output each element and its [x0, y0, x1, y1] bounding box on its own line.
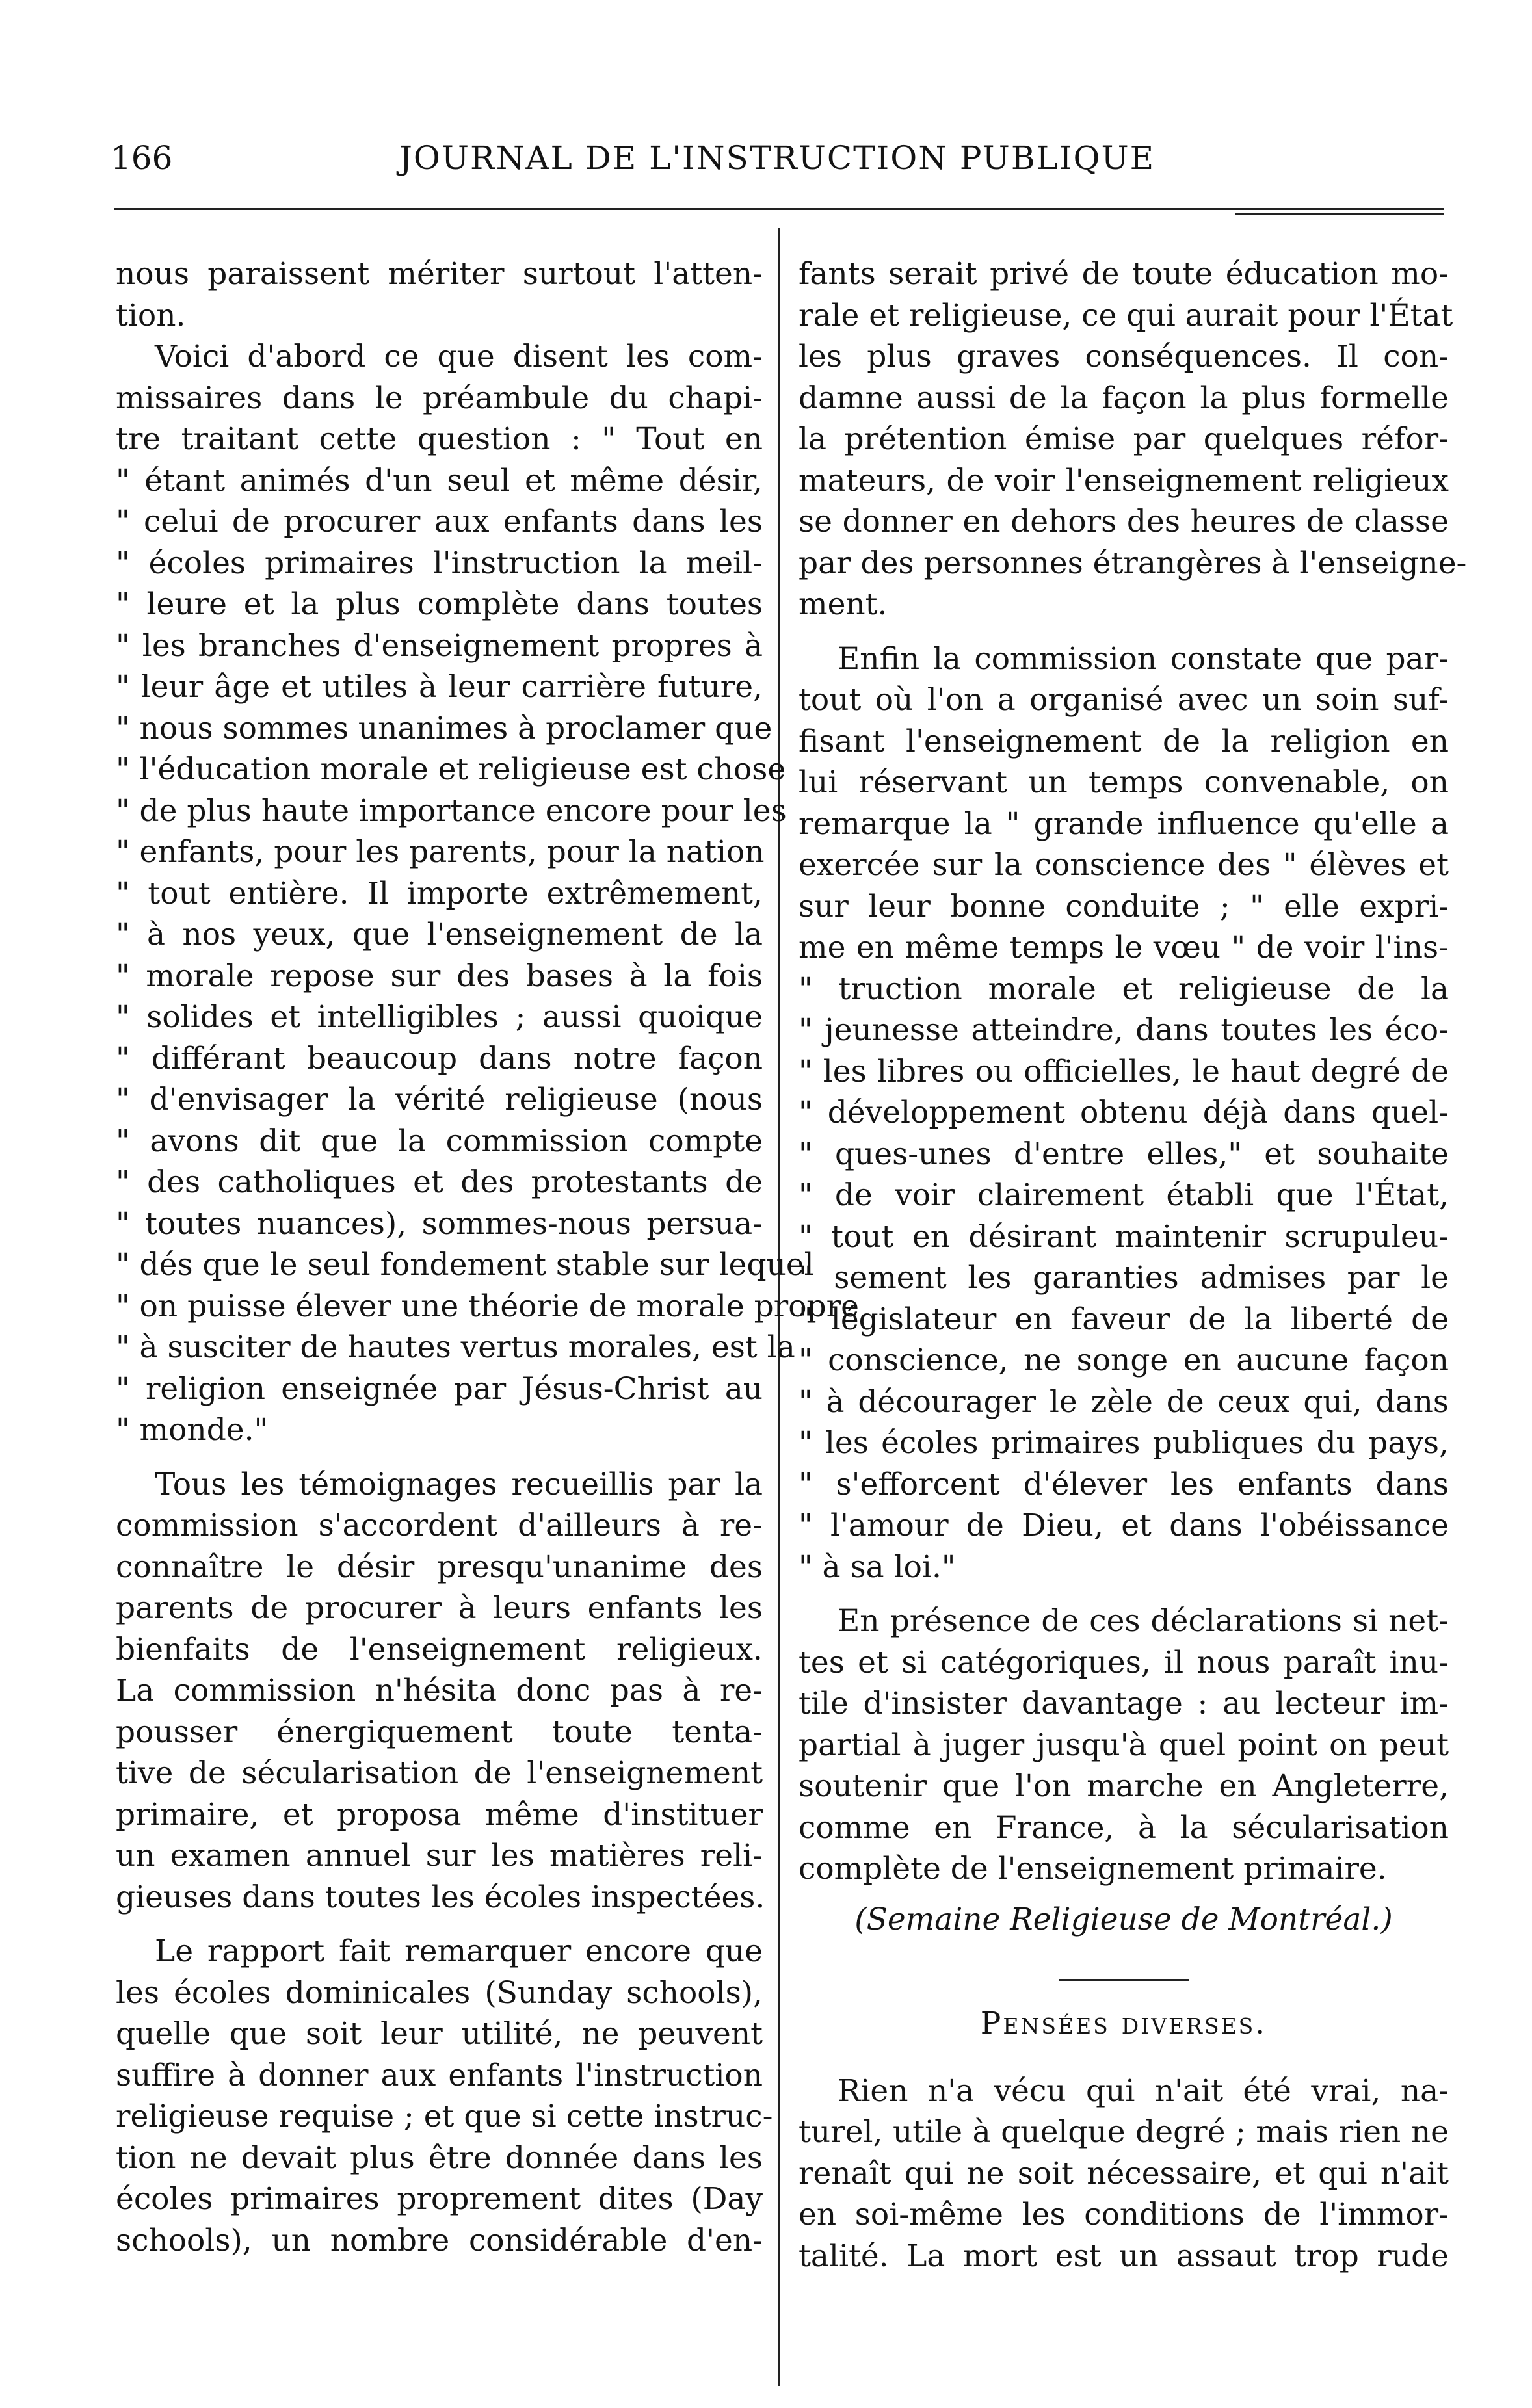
text-line: complète de l'enseignement primaire. [799, 1851, 1387, 1887]
header-rule-flourish [1235, 213, 1444, 215]
text-line: " à décourager le zèle de ceux qui, dans [799, 1383, 1449, 1420]
text-line: " nous sommes unanimes à proclamer que [116, 710, 773, 746]
right-column-text [799, 254, 1467, 1890]
text-line: talité. La mort est un assaut trop rude [799, 2238, 1449, 2274]
text-line: " différant beaucoup dans notre façon [116, 1040, 763, 1077]
text-line: par des personnes étrangères à l'enseigne- [799, 545, 1467, 581]
text-line: fisant l'enseignement de la religion en [799, 723, 1449, 759]
text-line: mateurs, de voir l'enseignement religieux [799, 462, 1449, 499]
text-line: turel, utile à quelque degré ; mais rien ne [799, 2114, 1449, 2150]
text-line: Enfin la commission constate que par- [838, 640, 1449, 677]
text-line: " tout entière. Il importe extrêmement, [116, 875, 763, 911]
text-line: soutenir que l'on marche en Angleterre, [799, 1768, 1449, 1804]
text-line: " truction morale et religieuse de la [799, 971, 1449, 1007]
text-line: " celui de procurer aux enfants dans les [116, 504, 763, 540]
text-line: la prétention émise par quelques réfor- [799, 421, 1449, 457]
text-line: " leur âge et utiles à leur carrière future, [116, 669, 763, 705]
text-line: " les branches d'enseignement propres à [116, 627, 763, 664]
text-line: " conscience, ne songe en aucune façon [799, 1342, 1449, 1378]
text-line: " l'éducation morale et religieuse est chose [116, 752, 786, 787]
paragraph-gap [799, 625, 1449, 638]
text-line: " les libres ou officielles, le haut degré de [799, 1053, 1449, 1090]
paragraph-gap [116, 1918, 763, 1931]
text-line: se donner en dehors des heures de classe [799, 504, 1449, 540]
text-line: " ques-unes d'entre elles," et souhaite [799, 1136, 1449, 1172]
text-line: tive de sécularisation de l'enseignement [116, 1755, 763, 1791]
text-line: connaître le désir presqu'unanime des [116, 1549, 763, 1585]
text-line: primaire, et proposa même d'instituer [116, 1796, 763, 1833]
text-line: écoles primaires proprement dites (Day [116, 2181, 763, 2217]
text-line: comme en France, à la sécularisation [799, 1809, 1449, 1846]
text-line: quelle que soit leur utilité, ne peuvent [116, 2016, 763, 2052]
text-line: tre traitant cette question : " Tout en [116, 421, 763, 457]
left-column [116, 254, 859, 2261]
text-line: parents de procurer à leurs enfants les [116, 1590, 763, 1626]
text-line: me en même temps le vœu " de voir l'ins- [799, 930, 1449, 965]
text-line: religieuse requise ; et que si cette instruc- [116, 2099, 773, 2134]
text-line: sur leur bonne conduite ; " elle expri- [799, 888, 1449, 924]
journal-title: JOURNAL DE L'INSTRUCTION PUBLIQUE [399, 139, 1156, 177]
header-rule [114, 208, 1444, 210]
text-line: tout où l'on a organisé avec un soin suf- [799, 682, 1449, 718]
text-line: " enfants, pour les parents, pour la nation [116, 834, 765, 870]
text-line: Le rapport fait remarquer encore que [155, 1933, 763, 1969]
text-line: schools), un nombre considérable d'en- [116, 2222, 763, 2258]
text-line: " jeunesse atteindre, dans toutes les éco- [799, 1012, 1449, 1048]
text-line: fants serait privé de toute éducation mo- [799, 256, 1449, 292]
text-line: tion. [116, 297, 186, 334]
text-line: tile d'insister davantage : au lecteur im- [799, 1686, 1449, 1721]
text-line: gieuses dans toutes les écoles inspectées. [116, 1879, 765, 1915]
text-line: bienfaits de l'enseignement religieux. [116, 1631, 763, 1668]
text-line: " on puisse élever une théorie de morale propre [116, 1288, 859, 1324]
text-line: " monde." [116, 1412, 269, 1448]
text-line: rale et religieuse, ce qui aurait pour l'État [799, 297, 1453, 334]
text-line: " morale repose sur des bases à la fois [116, 958, 763, 994]
text-line: missaires dans le préambule du chapi- [116, 380, 763, 416]
text-line: " à susciter de hautes vertus morales, est la [116, 1329, 795, 1365]
text-line: tion ne devait plus être donnée dans les [116, 2140, 763, 2176]
text-line: " d'envisager la vérité religieuse (nous [116, 1082, 763, 1118]
text-line: " leure et la plus complète dans toutes [116, 586, 763, 622]
text-line: remarque la " grande influence qu'elle a [799, 805, 1449, 842]
text-line: " de voir clairement établi que l'État, [799, 1177, 1449, 1213]
text-line: suffire à donner aux enfants l'instruction [116, 2057, 763, 2093]
text-line: " à nos yeux, que l'enseignement de la [116, 917, 763, 952]
source-citation: (Semaine Religieuse de Montréal.) [854, 1901, 1393, 1937]
text-line: " tout en désirant maintenir scrupuleu- [799, 1218, 1449, 1255]
section-divider [1059, 1979, 1189, 1981]
text-line: " avons dit que la commission compte [116, 1123, 763, 1159]
text-line: nous paraissent mériter surtout l'atten- [116, 256, 763, 292]
text-line: " écoles primaires l'instruction la meil- [116, 545, 763, 581]
text-line: ment. [799, 586, 888, 622]
text-line: " étant animés d'un seul et même désir, [116, 462, 763, 499]
text-line: " l'amour de Dieu, et dans l'obéissance [799, 1508, 1449, 1543]
text-line: partial à juger jusqu'à quel point on peut [799, 1727, 1449, 1763]
text-line: Tous les témoignages recueillis par la [155, 1466, 763, 1502]
text-line: " législateur en faveur de la liberté de [799, 1301, 1449, 1337]
paragraph-gap [116, 1451, 763, 1464]
text-line: exercée sur la conscience des " élèves et [799, 847, 1449, 883]
text-line: commission s'accordent d'ailleurs à re- [116, 1508, 763, 1543]
text-line: " des catholiques et des protestants de [116, 1164, 763, 1200]
text-line: Voici d'abord ce que disent les com- [155, 339, 763, 374]
text-line: pousser énergiquement toute tenta- [116, 1714, 763, 1750]
text-line: " religion enseignée par Jésus-Christ au [116, 1370, 763, 1407]
text-line: les plus graves conséquences. Il con- [799, 339, 1449, 374]
text-line: Rien n'a vécu qui n'ait été vrai, na- [838, 2073, 1449, 2109]
paragraph-gap [799, 1588, 1449, 1601]
right-column [799, 254, 1467, 2277]
text-line: " s'efforcent d'élever les enfants dans [799, 1466, 1449, 1502]
section-title: Pensées diverses. [980, 2006, 1267, 2041]
text-line: damne aussi de la façon la plus formelle [799, 380, 1449, 416]
text-line: " sement les garanties admises par le [799, 1260, 1449, 1296]
running-header [111, 139, 1444, 185]
text-line: " solides et intelligibles ; aussi quoique [116, 999, 763, 1035]
text-line: renaît qui ne soit nécessaire, et qui n'ait [799, 2155, 1449, 2192]
text-line: " de plus haute importance encore pour les [116, 792, 787, 829]
text-line: " les écoles primaires publiques du pays, [799, 1425, 1449, 1461]
section-text [799, 2071, 1449, 2277]
text-line: " toutes nuances), sommes-nous persua- [116, 1205, 763, 1242]
text-line: La commission n'hésita donc pas à re- [116, 1673, 763, 1708]
text-line: En présence de ces déclarations si net- [838, 1603, 1449, 1639]
text-line: lui réservant un temps convenable, on [799, 765, 1449, 800]
page-number: 166 [111, 139, 173, 177]
text-line: " dés que le seul fondement stable sur lequel [116, 1247, 814, 1283]
text-line: en soi-même les conditions de l'immor- [799, 2197, 1449, 2232]
text-line: " développement obtenu déjà dans quel- [799, 1095, 1449, 1131]
text-line: un examen annuel sur les matières reli- [116, 1838, 763, 1874]
text-line: les écoles dominicales (Sunday schools), [116, 1974, 763, 2011]
text-line: tes et si catégoriques, il nous paraît inu- [799, 1644, 1449, 1681]
text-line: " à sa loi." [799, 1549, 956, 1585]
